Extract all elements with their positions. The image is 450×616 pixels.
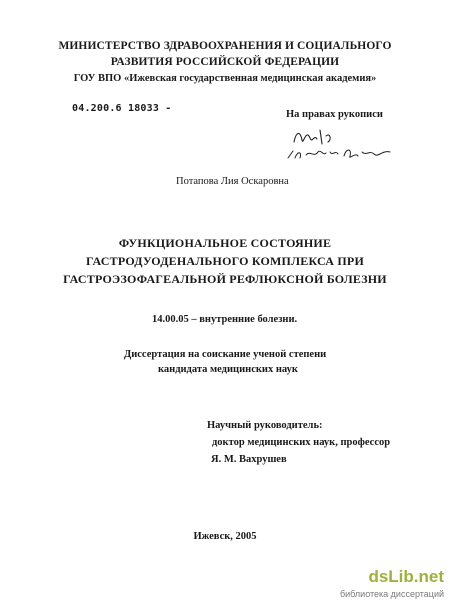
registration-number: 04.200.6 18033 - [72,103,172,114]
watermark-subtitle: библиотека диссертаций [339,589,444,599]
author-name: Потапова Лия Оскаровна [176,176,289,187]
supervisor-label: Научный руководитель: [207,420,323,431]
handwritten-signature [286,122,396,164]
site-watermark [338,567,444,609]
specialty-code: 14.00.05 – внутренние болезни. [152,314,298,325]
watermark-site: dsLib.net [368,567,444,586]
dissertation-line-1: Диссертация на соискание ученой степени [124,349,327,360]
supervisor-name: Я. М. Вахрушев [211,454,287,465]
title-line-1: ФУНКЦИОНАЛЬНОЕ СОСТОЯНИЕ [118,236,332,250]
title-line-3: ГАСТРОЭЗОФАГЕАЛЬНОЙ РЕФЛЮКСНОЙ БОЛЕЗНИ [63,272,387,286]
title-line-2: ГАСТРОДУОДЕНАЛЬНОГО КОМПЛЕКСА ПРИ [86,254,364,268]
supervisor-degree: доктор медицинских наук, профессор [212,437,391,448]
academy-name: ГОУ ВПО «Ижевская государственная медицинская академия» [73,73,377,84]
ministry-line-2: РАЗВИТИЯ РОССИЙСКОЙ ФЕДЕРАЦИИ [110,56,340,68]
rights-label: На правах рукописи [286,109,383,120]
ministry-line-1: МИНИСТЕРСТВО ЗДРАВООХРАНЕНИЯ И СОЦИАЛЬНОГО [58,40,392,52]
city-year: Ижевск, 2005 [193,531,257,542]
dissertation-line-2: кандидата медицинских наук [158,364,298,375]
